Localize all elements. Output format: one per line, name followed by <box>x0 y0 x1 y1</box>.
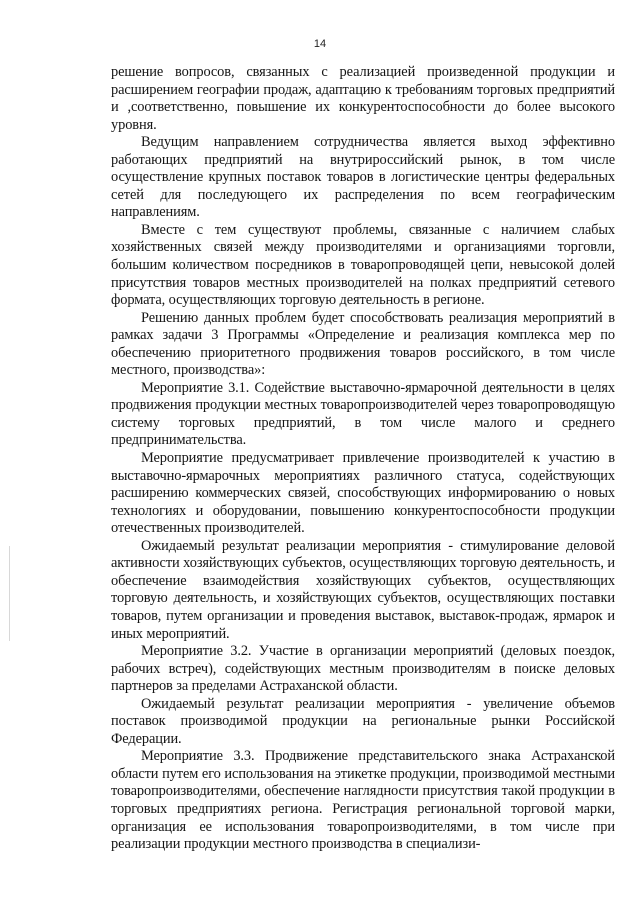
document-body <box>111 64 615 854</box>
paragraph-cooperation: Ведущим направлением сотрудничества является выход эффективно работающих предприятий на внутрироссийский рынок, в том числе осуществление крупных поставок товаров в логистические центры федеральных сетей для последующего их распределения по всем географическим направлениям. <box>111 134 615 221</box>
paragraph-measure-3-3: Мероприятие 3.3. Продвижение представительского знака Астраханской области путем его использования на этикетке продукции, производимой местными товаропроизводителями, обеспечение наглядности присутствия такой продукции в торговых предприятиях региона. Регистрация региональной торговой марки, организация ее использования товаропроизводителями, в том числе при реализации продукции местного производства в специализи- <box>111 748 615 853</box>
paragraph-measure-3-1-result: Ожидаемый результат реализации мероприятия - стимулирование деловой активности хозяйствующих субъектов, осуществляющих торговую деятельность, и обеспечение взаимодействия хозяйствующих субъектов, осуществляющих торговую деятельность, и хозяйствующих субъектов, осуществляющих поставки товаров, путем организации и проведения выставок, выставок-продаж, ярмарок и иных мероприятий. <box>111 537 615 642</box>
paragraph-continuation: решение вопросов, связанных с реализацией произведенной продукции и расширением географии продаж, адаптацию к требованиям торговых предприятий и ,соответственно, повышение их конкурентоспособности до более высокого уровня. <box>111 64 615 133</box>
paragraph-measure-3-1-details: Мероприятие предусматривает привлечение производителей к участию в выставочно-ярмарочных мероприятиях различного статуса, содействующих расширению коммерческих связей, способствующих информированию о новых технологиях и оборудовании, повышению конкурентоспособности продукции отечественных производителей. <box>111 450 615 537</box>
paragraph-measure-3-2-result: Ожидаемый результат реализации мероприятия - увеличение объемов поставок производимой продукции на региональные рынки Российской Федерации. <box>111 695 615 747</box>
page-number: 14 <box>313 38 327 50</box>
paragraph-problems: Вместе с тем существуют проблемы, связанные с наличием слабых хозяйственных связей между производителями и организациями торговли, большим количеством посредников в товаропроводящей цепи, невысокой долей присутствия товаров местных производителей на полках предприятий сетевого формата, осуществляющих торговую деятельность в регионе. <box>111 221 615 309</box>
paragraph-measure-3-1: Мероприятие 3.1. Содействие выставочно-ярмарочной деятельности в целях продвижения продукции местных товаропроизводителей через товаропроводящую систему торговых предприятий, в том числе малого и среднего предпринимательства. <box>111 379 615 449</box>
paragraph-measure-3-2: Мероприятие 3.2. Участие в организации мероприятий (деловых поездок, рабочих встреч), содействующих местным производителям в поиске деловых партнеров за пределами Астраханской области. <box>111 643 615 695</box>
scan-margin-mark <box>9 546 10 641</box>
paragraph-solution: Решению данных проблем будет способствовать реализация мероприятий в рамках задачи 3 Программы «Определение и реализация комплекса мер по обеспечению приоритетного продвижения товаров российского, в том числе местного, производства»: <box>111 309 615 379</box>
